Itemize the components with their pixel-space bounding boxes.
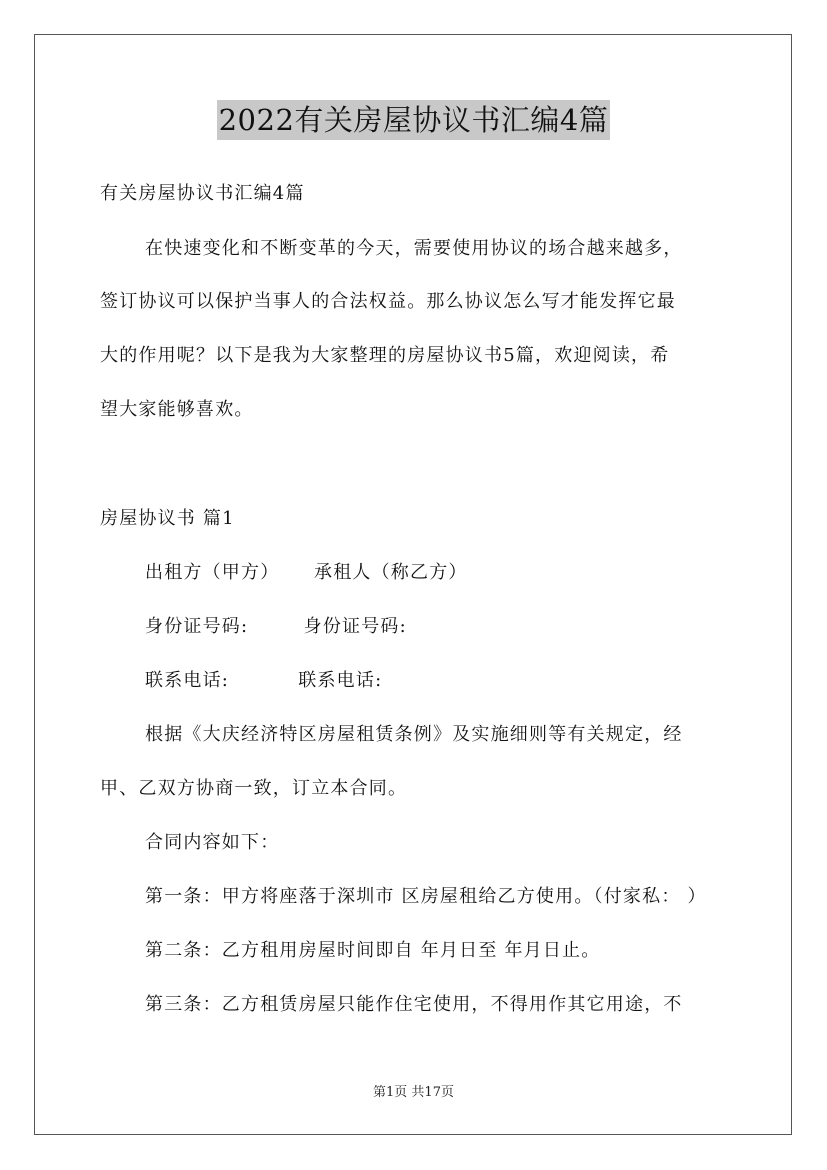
paragraph-line: 合同内容如下： [145, 832, 280, 853]
section-heading: 房屋协议书 篇1 [100, 508, 235, 529]
document-title: 2022有关房屋协议书汇编4篇 [217, 100, 611, 140]
paragraph-line: 大的作用呢？以下是我为大家整理的房屋协议书5篇，欢迎阅读，希 [100, 345, 670, 366]
section-heading: 有关房屋协议书汇编4篇 [100, 183, 305, 204]
paragraph-line: 望大家能够喜欢。 [100, 399, 254, 420]
paragraph-line: 在快速变化和不断变革的今天，需要使用协议的场合越来越多， [145, 238, 683, 259]
paragraph-line: 联系电话: 联系电话: [145, 670, 383, 691]
paragraph-line: 第二条：乙方租用房屋时间即自 年月日至 年月日止。 [145, 940, 601, 961]
paragraph-line: 根据《大庆经济特区房屋租赁条例》及实施细则等有关规定，经 [145, 724, 683, 745]
paragraph-line: 签订协议可以保护当事人的合法权益。那么协议怎么写才能发挥它最 [100, 291, 676, 312]
paragraph-line: 身份证号码: 身份证号码: [145, 616, 407, 637]
paragraph-line: 第一条：甲方将座落于深圳市 区房屋租给乙方使用。（付家私： ） [145, 886, 707, 907]
page-footer: 第1页 共17页 [373, 1085, 454, 1100]
paragraph-line: 出租方（甲方） 承租人（称乙方） [145, 562, 468, 583]
paragraph-line: 甲、乙双方协商一致，订立本合同。 [100, 778, 408, 799]
title-container [0, 100, 827, 140]
paragraph-line: 第三条：乙方租赁房屋只能作住宅使用，不得用作其它用途，不 [145, 994, 683, 1015]
